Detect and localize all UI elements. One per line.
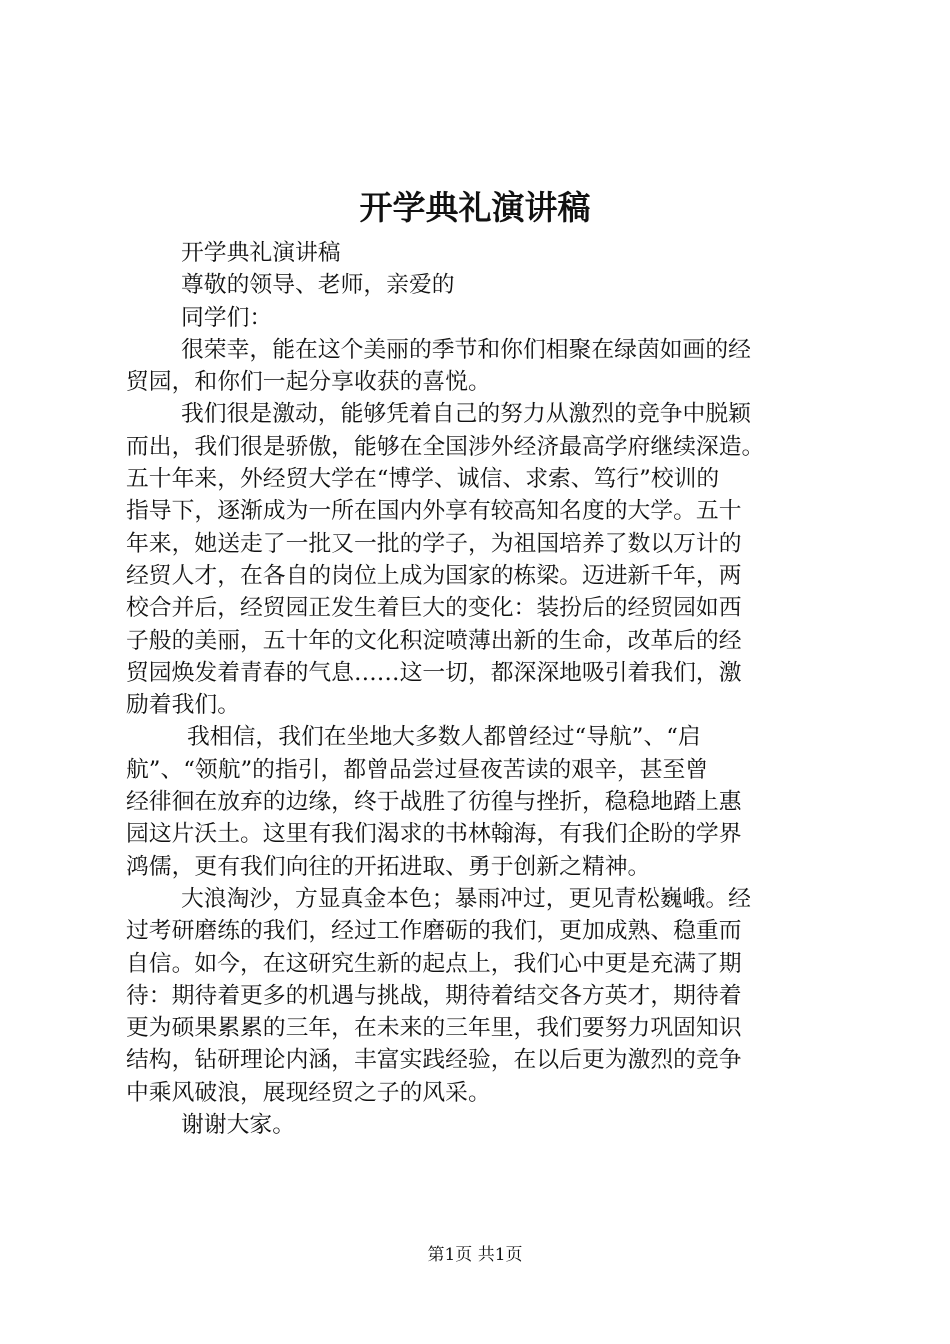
paragraph-1-line: 很荣幸，能在这个美丽的季节和你们相聚在绿茵如画的经 [181, 336, 751, 363]
paragraph-3-line: 园这片沃土。这里有我们渴求的书林翰海，有我们企盼的学界 [126, 821, 742, 848]
paragraph-3-line: 我相信，我们在坐地大多数人都曾经过“导航”、“启 [187, 724, 701, 751]
closing-line: 谢谢大家。 [181, 1112, 295, 1139]
paragraph-3-line: 鸿儒，更有我们向往的开拓进取、勇于创新之精神。 [126, 853, 651, 880]
paragraph-1-line: 贸园，和你们一起分享收获的喜悦。 [126, 369, 491, 396]
paragraph-3-line: 航”、“领航”的指引，都曾品尝过昼夜苦读的艰辛，甚至曾 [126, 756, 709, 783]
paragraph-4-line: 结构，钻研理论内涵，丰富实践经验，在以后更为激烈的竞争 [126, 1047, 742, 1074]
paragraph-3-line: 经徘徊在放弃的边缘，终于战胜了彷徨与挫折，稳稳地踏上惠 [126, 789, 742, 816]
paragraph-4-line: 过考研磨练的我们，经过工作磨砺的我们，更加成熟、稳重而 [126, 918, 742, 945]
paragraph-4-line: 更为硕果累累的三年，在未来的三年里，我们要努力巩固知识 [126, 1015, 742, 1042]
paragraph-4-line: 大浪淘沙，方显真金本色；暴雨冲过，更见青松巍峨。经 [181, 885, 751, 912]
paragraph-2-line: 年来，她送走了一批又一批的学子，为祖国培养了数以万计的 [126, 530, 742, 557]
paragraph-2-line: 经贸人才，在各自的岗位上成为国家的栋梁。迈进新千年，两 [126, 562, 742, 589]
paragraph-2-line: 励着我们。 [126, 692, 240, 719]
document-body [126, 237, 838, 1141]
paragraph-2-line: 指导下，逐渐成为一所在国内外享有较高知名度的大学。五十 [126, 498, 742, 525]
page-number-footer: 第1页 共1页 [427, 1245, 523, 1265]
paragraph-4-line: 自信。如今，在这研究生新的起点上，我们心中更是充满了期 [126, 950, 742, 977]
salutation-line: 同学们： [181, 304, 273, 331]
paragraph-2-line: 子般的美丽，五十年的文化积淀喷薄出新的生命，改革后的经 [126, 627, 742, 654]
paragraph-2-line: 我们很是激动，能够凭着自己的努力从激烈的竞争中脱颖 [181, 401, 751, 428]
document-title: 开学典礼演讲稿 [359, 188, 591, 227]
paragraph-4-line: 中乘风破浪，展现经贸之子的风采。 [126, 1079, 491, 1106]
paragraph-2-line: 五十年来，外经贸大学在“博学、诚信、求索、笃行”校训的 [126, 466, 720, 493]
paragraph-2-line: 而出，我们很是骄傲，能够在全国涉外经济最高学府继续深造。 [126, 433, 765, 460]
subtitle-line: 开学典礼演讲稿 [181, 240, 341, 266]
salutation-line: 尊敬的领导、老师，亲爱的 [181, 272, 455, 299]
paragraph-2-line: 校合并后，经贸园正发生着巨大的变化：装扮后的经贸园如西 [126, 595, 742, 622]
paragraph-4-line: 待：期待着更多的机遇与挑战，期待着结交各方英才，期待着 [126, 982, 742, 1009]
paragraph-2-line: 贸园焕发着青春的气息……这一切，都深深地吸引着我们，激 [126, 659, 742, 686]
